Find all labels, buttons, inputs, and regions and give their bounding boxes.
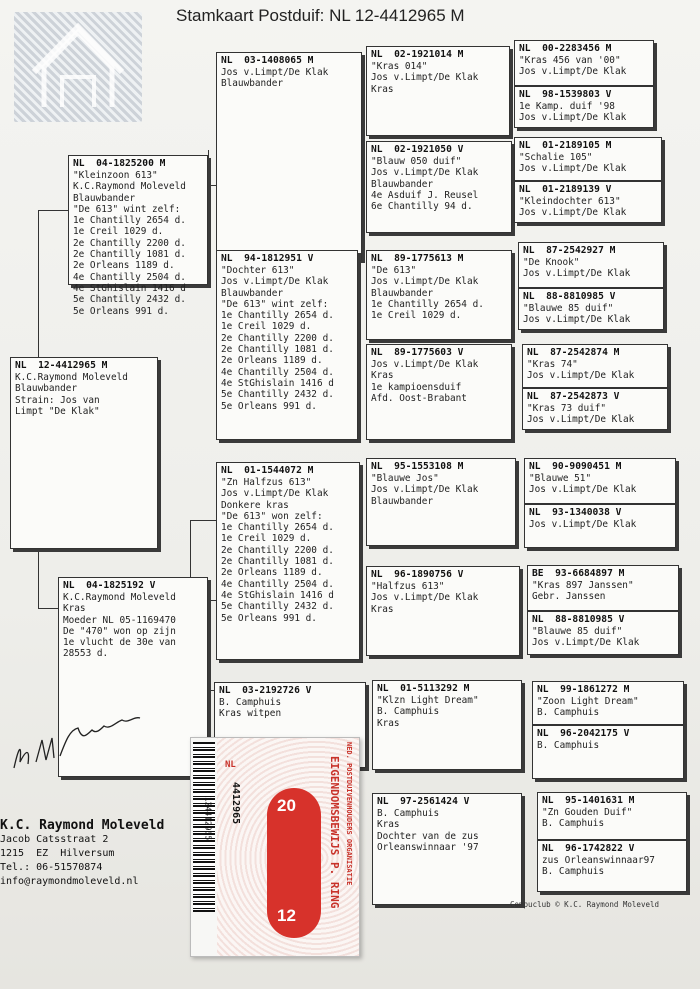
pedigree-line: Jos v.Limpt/De Klak: [529, 519, 637, 530]
pedigree-line: Blauwbander: [221, 78, 284, 90]
pedigree-line: Afd. Oost-Brabant: [371, 392, 467, 404]
pedigree-line: Jos v.Limpt/De Klak: [221, 67, 329, 78]
pedigree-line: 5e Orleans 991 d.: [221, 400, 317, 412]
pedigree-line: "Kras 73 duif": [527, 403, 607, 414]
ancestor-g4-1: [514, 86, 654, 128]
ring-id: NL 03-2192726 V: [219, 685, 312, 696]
ring-id: NL 87-2542874 M: [527, 347, 620, 358]
ring-id: NL 04-1825192 V: [63, 580, 156, 591]
owner-phone: Tel.: 06-51570874: [0, 862, 103, 873]
pedigree-line: K.C.Raymond Moleveld: [15, 372, 128, 383]
ring-id: NL 96-1742822 V: [542, 843, 635, 854]
grandmother-paternal: [216, 250, 358, 440]
ring-id: NL 95-1401631 M: [542, 795, 635, 806]
pedigree-line: 5e Chantilly 2432 d.: [73, 294, 186, 306]
pedigree-line: Jos v.Limpt/De Klak: [523, 268, 631, 280]
pedigree-line: 1e Chantilly 2654 d.: [371, 298, 484, 310]
pedigree-line: "De 613" won zelf:: [221, 510, 323, 522]
pedigree-line: B. Camphuis: [377, 706, 440, 718]
barcode-number: 124412965: [203, 796, 213, 841]
pedigree-line: Jos v.Limpt/De Klak: [527, 370, 635, 382]
pedigree-line: 2e Chantilly 2200 d.: [221, 332, 334, 344]
ancestor-g4-12: [532, 681, 684, 725]
ancestor-g4-4: [518, 242, 664, 288]
ring-id: NL 01-5113292 M: [377, 683, 470, 694]
pedigree-line: Moeder NL 05-1169470: [63, 614, 176, 626]
ring-id: NL 12-4412965 M: [15, 360, 108, 371]
owner-name: K.C. Raymond Moleveld: [0, 818, 165, 833]
pedigree-line: 6e Chantilly 94 d.: [371, 201, 473, 213]
pedigree-line: "Blauw 050 duif": [371, 156, 462, 167]
owner-address: Jacob Catsstraat 2: [0, 834, 109, 845]
grandfather-maternal: [216, 462, 360, 660]
pedigree-line: "Kleindochter 613": [519, 196, 621, 207]
pedigree-line: 2e Orleans 1189 d.: [221, 567, 323, 579]
pedigree-line: Jos v.Limpt/De Klak: [371, 72, 479, 84]
pedigree-line: zus Orleanswinnaar97: [542, 855, 655, 866]
ring-id: NL 87-2542873 V: [527, 391, 620, 402]
pedigree-line: Blauwbander: [73, 192, 136, 204]
ring-id: NL 89-1775603 V: [371, 347, 464, 358]
pedigree-line: B. Camphuis: [219, 697, 282, 708]
pedigree-line: Kras: [371, 603, 394, 615]
grandfather-paternal: [216, 52, 362, 260]
ancestor-g3-4: [366, 458, 516, 546]
pedigree-line: Jos v.Limpt/De Klak: [371, 592, 479, 604]
pedigree-line: 1e Creil 1029 d.: [73, 226, 164, 238]
pedigree-line: Limpt "De Klak": [15, 405, 100, 417]
year-top: 20: [277, 796, 296, 815]
pedigree-line: B. Camphuis: [377, 808, 440, 819]
ring-id: NL 01-1544072 M: [221, 465, 314, 476]
pedigree-line: Jos v.Limpt/De Klak: [519, 163, 627, 175]
pedigree-line: 1e Chantilly 2654 d.: [73, 215, 186, 227]
pedigree-line: Jos v.Limpt/De Klak: [221, 488, 329, 500]
pedigree-line: Strain: Jos van: [15, 394, 100, 406]
pedigree-line: 5e Chantilly 2432 d.: [221, 389, 334, 401]
ancestor-g4-8: [524, 458, 676, 504]
pedigree-line: 5e Orleans 991 d.: [221, 612, 317, 624]
ancestor-g3-2: [366, 250, 512, 340]
pedigree-line: B. Camphuis: [537, 740, 600, 751]
pedigree-line: 5e Chantilly 2432 d.: [221, 601, 334, 613]
ring-id: NL 98-1539803 V: [519, 89, 612, 100]
ring-id: BE 93-6684897 M: [532, 568, 625, 579]
ring-id: NL 90-9090451 M: [529, 461, 622, 472]
year-bottom: 12: [277, 906, 296, 925]
pedigree-line: Blauwbander: [371, 178, 434, 190]
pedigree-line: "Klzn Light Dream": [377, 695, 479, 706]
pedigree-line: Kras: [63, 603, 86, 615]
ring-org: NED. POSTDUIVENHOUDERS ORGANISATIE: [345, 742, 353, 886]
pedigree-line: De "470" won op zijn: [63, 625, 176, 637]
pedigree-line: "Zoon Light Dream": [537, 696, 639, 707]
pedigree-line: Jos v.Limpt/De Klak: [532, 637, 640, 649]
pedigree-line: Jos v.Limpt/De Klak: [529, 484, 637, 496]
pedigree-line: 1e Creil 1029 d.: [371, 310, 462, 322]
pedigree-line: "Kras 74": [527, 359, 578, 370]
pedigree-line: 2e Orleans 1189 d.: [221, 355, 323, 367]
ring-id: NL 96-2042175 V: [537, 728, 630, 739]
subject-pigeon: [10, 357, 158, 549]
pedigree-line: Jos v.Limpt/De Klak: [371, 276, 479, 288]
ring-id: NL 97-2561424 V: [377, 796, 470, 807]
ancestor-g4-11: [527, 611, 679, 655]
pedigree-line: 4e Chantilly 2504 d.: [221, 366, 334, 378]
ancestor-g4-7: [522, 388, 668, 430]
ring-number: 4412965: [230, 782, 241, 825]
pedigree-line: Jos v.Limpt/De Klak: [371, 484, 479, 496]
pedigree-line: "De 613" wint zelf:: [221, 298, 329, 310]
ancestor-g3-3: [366, 344, 512, 440]
pedigree-line: 2e Chantilly 2200 d.: [221, 544, 334, 556]
pedigree-line: 2e Chantilly 1081 d.: [73, 249, 186, 261]
pedigree-line: Jos v.Limpt/De Klak: [519, 207, 627, 219]
ancestor-g4-6: [522, 344, 668, 388]
pedigree-line: Dochter van de zus: [377, 830, 479, 842]
pedigree-line: 2e Chantilly 2200 d.: [73, 237, 186, 249]
pedigree-line: 2e Chantilly 1081 d.: [221, 344, 334, 356]
pedigree-line: "Blauwe 51": [529, 473, 592, 484]
pedigree-line: Kras witpen: [219, 708, 282, 720]
pedigree-line: "Dochter 613": [221, 265, 295, 276]
ring-card: [190, 737, 360, 957]
ancestor-g3-0: [366, 46, 510, 136]
ring-id: NL 99-1861272 M: [537, 684, 630, 695]
pedigree-line: K.C.Raymond Moleveld: [73, 181, 186, 193]
owner-email: info@raymondmoleveld.nl: [0, 876, 139, 887]
ring-id: NL 00-2283456 M: [519, 43, 612, 54]
father-pigeon: [68, 155, 208, 317]
pedigree-line: 1e Chantilly 2654 d.: [221, 310, 334, 322]
logo: [14, 12, 142, 122]
pedigree-line: "Zn Halfzus 613": [221, 477, 312, 488]
pedigree-line: Gebr. Janssen: [532, 591, 606, 603]
ring-id: NL 95-1553108 M: [371, 461, 464, 472]
ancestor-g4-10: [527, 565, 679, 611]
ring-id: NL 94-1812951 V: [221, 253, 314, 264]
pedigree-line: Blauwbander: [15, 383, 78, 395]
pedigree-line: Blauwbander: [221, 287, 284, 299]
pedigree-line: B. Camphuis: [537, 707, 600, 719]
ring-id: NL 93-1340038 V: [529, 507, 622, 518]
pedigree-line: "Zn Gouden Duif": [542, 807, 633, 818]
ring-id: NL 88-8810985 V: [523, 291, 616, 302]
pedigree-line: 1e kampioensduif: [371, 381, 462, 393]
ring-id: NL 01-2189139 V: [519, 184, 612, 195]
pedigree-line: B. Camphuis: [542, 818, 605, 830]
pedigree-line: "De Knook": [523, 257, 580, 268]
signature: [8, 700, 158, 784]
pedigree-line: 1e Chantilly 2654 d.: [221, 522, 334, 534]
pedigree-line: "De 613": [371, 265, 417, 276]
pedigree-line: 2e Chantilly 1081 d.: [221, 556, 334, 568]
pedigree-line: Orleanswinnaar '97: [377, 841, 479, 853]
ancestor-g4-5: [518, 288, 664, 330]
pedigree-line: 4e Chantilly 2504 d.: [73, 271, 186, 283]
pedigree-line: Jos v.Limpt/De Klak: [523, 314, 631, 326]
ring-id: NL 03-1408065 M: [221, 55, 314, 66]
ring-nl: NL: [225, 760, 236, 770]
ring-id: NL 96-1890756 V: [371, 569, 464, 580]
pedigree-line: 1e vlucht de 30e van: [63, 637, 176, 649]
ring-id: NL 01-2189105 M: [519, 140, 612, 151]
pedigree-line: Kras: [371, 370, 394, 382]
pedigree-line: "Blauwe Jos": [371, 473, 439, 484]
ancestor-g4-14: [537, 792, 687, 840]
pedigree-line: "Kras 456 van '00": [519, 55, 621, 66]
pedigree-line: 4e Asduif J. Reusel: [371, 189, 479, 201]
pedigree-line: 1e Creil 1029 d.: [221, 533, 312, 545]
ring-id: NL 02-1921014 M: [371, 49, 464, 60]
ring-title: EIGENDOMSBEWIJS P. RING: [328, 756, 341, 909]
pedigree-line: "Halfzus 613": [371, 581, 445, 592]
pedigree-line: Jos v.Limpt/De Klak: [371, 359, 479, 370]
pedigree-line: Kras: [377, 717, 400, 729]
ancestor-g3-5: [366, 566, 520, 656]
pedigree-line: Jos v.Limpt/De Klak: [527, 414, 635, 426]
ancestor-g4-0: [514, 40, 654, 86]
copyright: Compuclub © K.C. Raymond Moleveld: [510, 900, 660, 909]
ring-id: NL 88-8810985 V: [532, 614, 625, 625]
ancestor-g4-15: [537, 840, 687, 892]
ring-id: NL 89-1775613 M: [371, 253, 464, 264]
ring-id: NL 02-1921050 V: [371, 144, 464, 155]
owner-city: 1215 EZ Hilversum: [0, 848, 115, 859]
pedigree-line: Blauwbander: [371, 495, 434, 507]
pedigree-line: Jos v.Limpt/De Klak: [519, 112, 627, 124]
ancestor-g4-13: [532, 725, 684, 779]
pedigree-line: 1e Creil 1029 d.: [221, 321, 312, 333]
pedigree-line: "Blauwe 85 duif": [532, 626, 623, 637]
owner-block: [0, 818, 164, 889]
ancestor-g4-2: [514, 137, 662, 181]
pedigree-line: Kras: [377, 819, 400, 831]
pedigree-line: 4e Chantilly 2504 d.: [221, 578, 334, 590]
pedigree-line: "Kras 014": [371, 61, 428, 72]
ring-id: NL 04-1825200 M: [73, 158, 166, 169]
pedigree-line: Kras: [371, 83, 394, 95]
year-badge: [267, 788, 321, 938]
pedigree-line: B. Camphuis: [542, 866, 605, 878]
pedigree-line: 4e StGhislain 1416 d: [221, 377, 334, 389]
pedigree-line: Jos v.Limpt/De Klak: [519, 66, 627, 78]
pedigree-line: Donkere kras: [221, 499, 289, 511]
pedigree-line: 5e Orleans 991 d.: [73, 305, 169, 317]
ancestor-g3-6: [372, 680, 522, 770]
page-title: Stamkaart Postduif: NL 12-4412965 M: [176, 6, 465, 25]
pedigree-line: "Kleinzoon 613": [73, 170, 158, 181]
ancestor-g3-1: [366, 141, 512, 233]
pedigree-line: Jos v.Limpt/De Klak: [371, 167, 479, 179]
pedigree-line: 1e Kamp. duif '98: [519, 101, 615, 112]
pedigree-line: "Schalie 105": [519, 152, 593, 163]
pedigree-line: "Kras 897 Janssen": [532, 580, 634, 591]
ancestor-g3-7: [372, 793, 522, 905]
pedigree-line: "Blauwe 85 duif": [523, 303, 614, 314]
ring-id: NL 87-2542927 M: [523, 245, 616, 256]
pedigree-line: "De 613" wint zelf:: [73, 203, 181, 215]
ancestor-g4-3: [514, 181, 662, 223]
pedigree-line: 28553 d.: [63, 648, 109, 660]
pedigree-line: K.C.Raymond Moleveld: [63, 592, 176, 603]
pedigree-line: Jos v.Limpt/De Klak: [221, 276, 329, 288]
pedigree-line: 2e Orleans 1189 d.: [73, 260, 175, 272]
ancestor-g4-9: [524, 504, 676, 548]
pedigree-line: 4e StGhislain 1416 d: [221, 589, 334, 601]
pedigree-line: Blauwbander: [371, 287, 434, 299]
pedigree-line: 4e StGhislain 1416 d: [73, 282, 186, 294]
